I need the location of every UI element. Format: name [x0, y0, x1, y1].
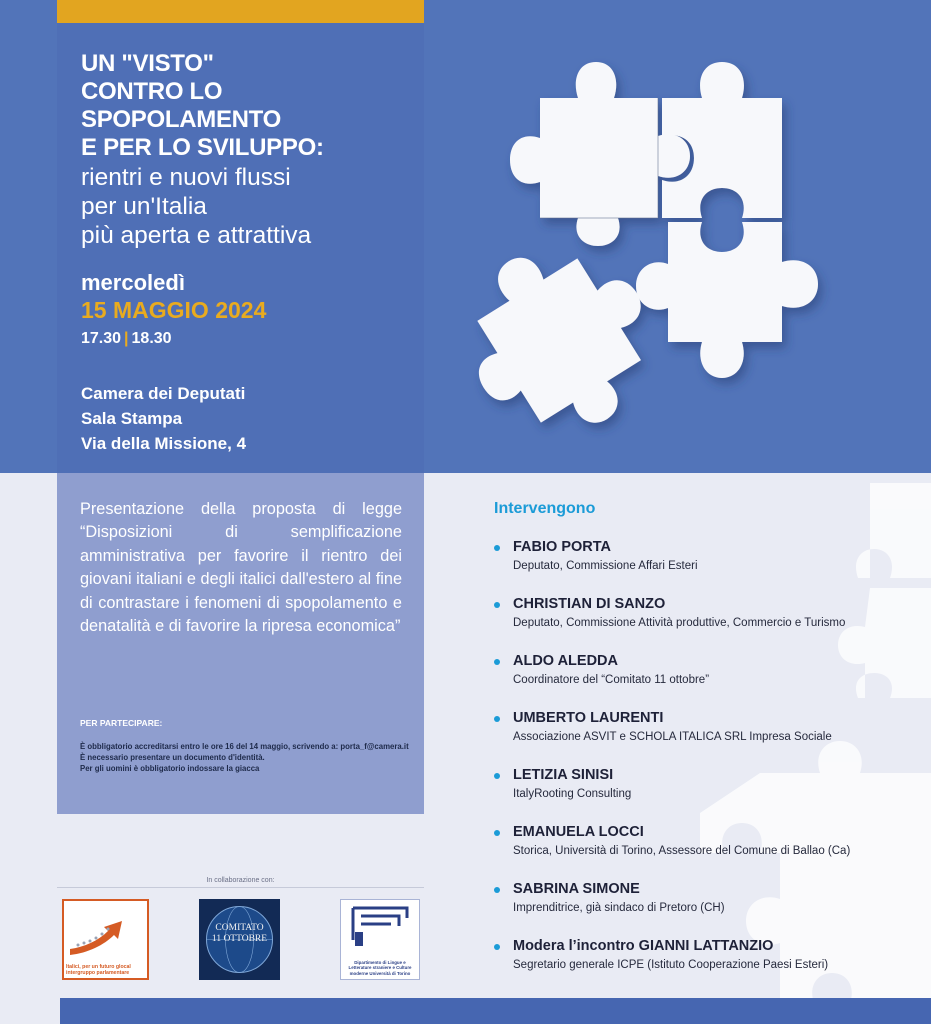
speaker-role: Deputato, Commissione Affari Esteri — [513, 560, 698, 572]
unito-logo-text: Dipartimento di Lingue e Letterature straniere e Culture moderne Università di Torino — [348, 959, 412, 976]
speaker-role: Segretario generale ICPE (Istituto Cooperazione Paesi Esteri) — [513, 959, 829, 971]
subtitle-line: più aperta e attrattiva — [81, 222, 312, 249]
bullet-icon — [494, 716, 500, 722]
bullet-icon — [494, 659, 500, 665]
speaker-item — [494, 540, 914, 597]
title-line: UN "VISTO" — [81, 50, 214, 77]
footer-bar — [60, 998, 931, 1024]
speaker-role: ItalyRooting Consulting — [513, 788, 632, 800]
participate-heading: PER PARTECIPARE: — [80, 718, 163, 728]
department-emblem-icon — [341, 900, 419, 950]
collaboration-label: In collaborazione con: — [206, 877, 275, 884]
speaker-role: Storica, Università di Torino, Assessore del Comune di Ballao (Ca) — [513, 845, 851, 857]
speaker-role: Associazione ASVIT e SCHOLA ITALICA SRL Impresa Sociale — [513, 731, 832, 743]
speaker-role: Imprenditrice, già sindaco di Pretoro (CH) — [513, 902, 725, 914]
proposal-description: Presentazione della proposta di legge “Disposizioni di semplificazione amministrativa per favorire il rientro dei giovani italiani e degli italici dall'estero al fine di contrastare i fenomeni di spopolamento e denatalità e di favorire la ripresa economica” — [80, 500, 402, 636]
italici-logo — [62, 899, 149, 980]
title-line: CONTRO LO SPOPOLAMENTO — [81, 78, 281, 133]
time-end: 18.30 — [131, 330, 172, 347]
speaker-item — [494, 882, 914, 939]
bullet-icon — [494, 545, 500, 551]
event-title — [81, 50, 421, 250]
comitato-logo-text: 11 OTTOBRE — [211, 934, 268, 944]
event-day: mercoledì — [81, 270, 185, 295]
participate-instructions — [80, 741, 409, 774]
speaker-name: LETIZIA SINISI — [513, 767, 614, 783]
speaker-name: SABRINA SIMONE — [513, 881, 640, 897]
event-venue — [81, 381, 246, 456]
speaker-name: ALDO ALEDDA — [513, 653, 618, 669]
instruction-line: È necessario presentare un documento d'identità. — [80, 753, 265, 762]
time-start: 17.30 — [81, 330, 122, 347]
instruction-line: È obbligatorio accreditarsi entro le ore 16 del 14 maggio, scrivendo a: porta_f@camera.it — [80, 742, 409, 751]
speaker-item — [494, 768, 914, 825]
speaker-name: UMBERTO LAURENTI — [513, 710, 664, 726]
venue-line: Sala Stampa — [81, 409, 183, 428]
title-line: E PER LO SVILUPPO: — [81, 134, 324, 161]
event-date: 15 MAGGIO 2024 — [81, 297, 267, 323]
instruction-line: Per gli uomini è obbligatorio indossare la giacca — [80, 764, 260, 773]
bullet-icon — [494, 830, 500, 836]
subtitle-line: rientri e nuovi flussi — [81, 164, 291, 191]
subtitle-line: per un'Italia — [81, 193, 207, 220]
venue-line: Camera dei Deputati — [81, 384, 246, 403]
speaker-item — [494, 711, 914, 768]
speaker-name: Modera l’incontro GIANNI LATTANZIO — [513, 938, 774, 954]
speaker-role: Deputato, Commissione Attività produttive, Commercio e Turismo — [513, 617, 846, 629]
venue-line: Via della Missione, 4 — [81, 434, 247, 453]
speakers-heading: Intervengono — [494, 500, 596, 517]
hero-banner — [0, 0, 931, 473]
speaker-name: FABIO PORTA — [513, 539, 612, 555]
event-time — [81, 330, 172, 348]
italici-logo-text: Italici, per un futuro glocal intergruppo parlamentare — [66, 964, 131, 976]
arrow-up-icon — [64, 901, 147, 956]
speaker-role: Coordinatore del “Comitato 11 ottobre” — [513, 674, 710, 686]
puzzle-pieces-icon — [440, 40, 860, 460]
speaker-item — [494, 825, 914, 882]
speakers-list — [494, 540, 914, 996]
bullet-icon — [494, 944, 500, 950]
speaker-item — [494, 654, 914, 711]
comitato-logo-text: COMITATO — [215, 923, 264, 933]
unito-department-logo — [340, 899, 420, 980]
time-separator: | — [124, 330, 129, 347]
bullet-icon — [494, 887, 500, 893]
bullet-icon — [494, 602, 500, 608]
speaker-name: EMANUELA LOCCI — [513, 824, 644, 840]
speaker-item — [494, 597, 914, 654]
speaker-item — [494, 939, 914, 996]
bullet-icon — [494, 773, 500, 779]
speaker-name: CHRISTIAN DI SANZO — [513, 596, 666, 612]
comitato-logo — [199, 899, 280, 980]
collaboration-divider — [57, 887, 424, 888]
accent-bar — [57, 0, 424, 23]
